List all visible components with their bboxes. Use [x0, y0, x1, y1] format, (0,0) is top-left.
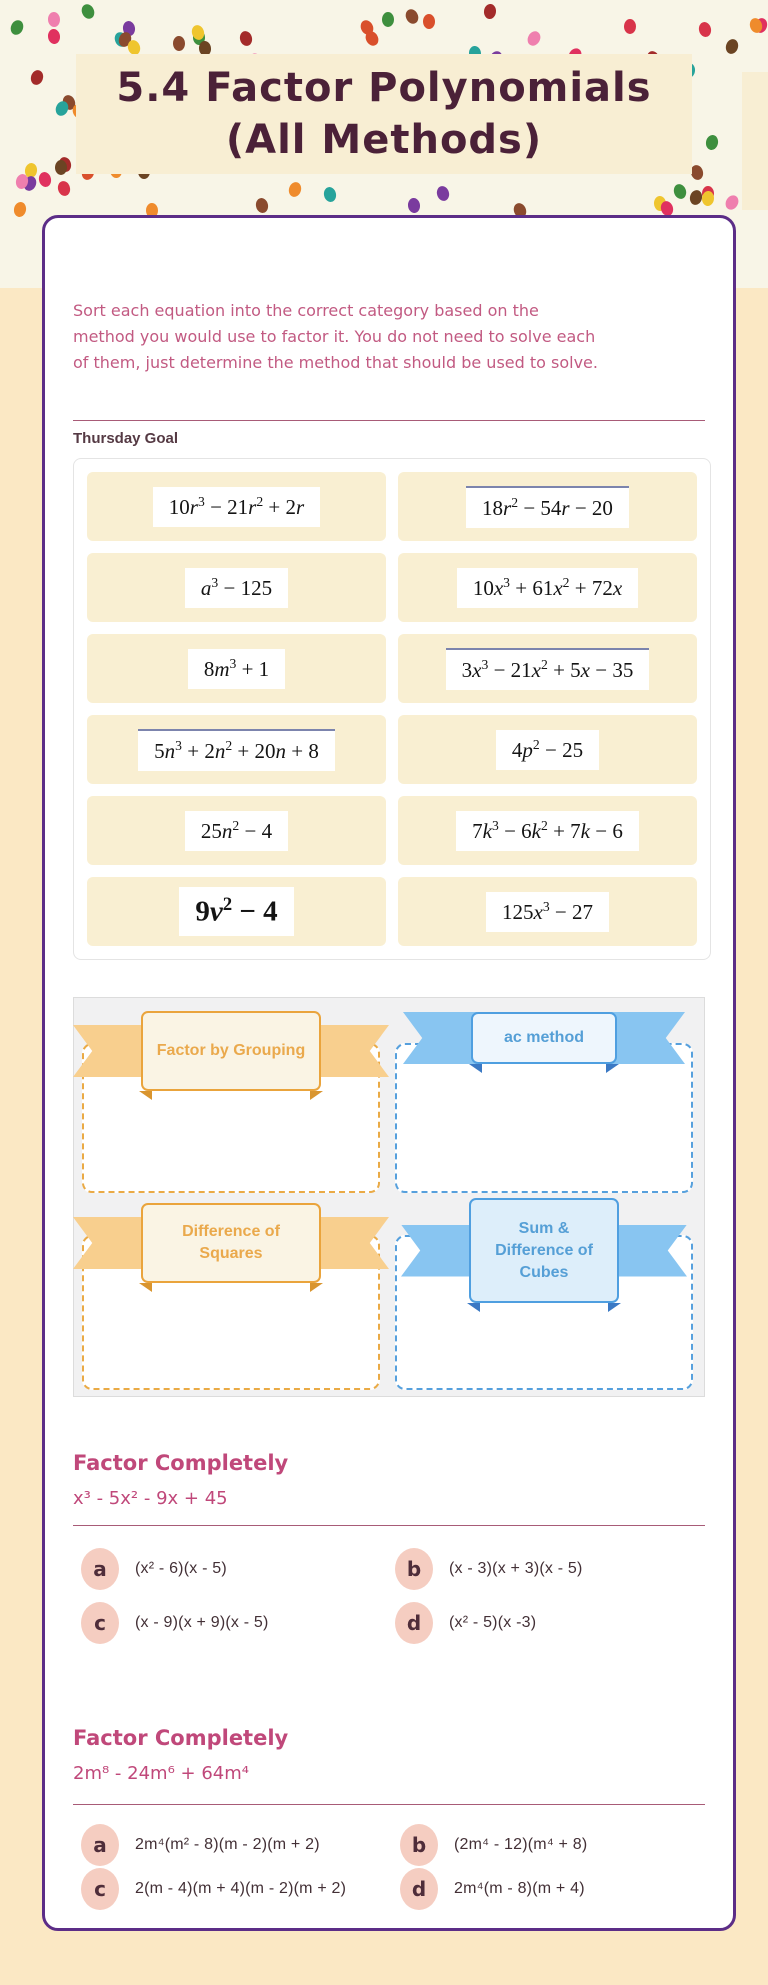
- answer-option[interactable]: [81, 1824, 320, 1866]
- confetti-dot-icon: [705, 134, 720, 151]
- question-heading: Factor Completely: [73, 1726, 289, 1750]
- ribbon-tail-left-icon: [403, 1012, 477, 1064]
- option-letter-badge[interactable]: a: [81, 1824, 119, 1866]
- option-text: (x² - 6)(x - 5): [135, 1560, 227, 1577]
- confetti-dot-icon: [672, 183, 688, 201]
- option-letter-badge[interactable]: c: [81, 1602, 119, 1644]
- equation-text: $125x^3 - 27$: [486, 892, 609, 932]
- equation-tile[interactable]: [398, 553, 697, 622]
- equation-tile[interactable]: [398, 715, 697, 784]
- equation-text: $5n^3 + 2n^2 + 20n + 8$: [138, 729, 335, 771]
- confetti-dot-icon: [37, 171, 52, 188]
- option-text: 2m⁴(m² - 8)(m - 2)(m + 2): [135, 1836, 320, 1853]
- confetti-dot-icon: [624, 19, 636, 34]
- worksheet-title: [76, 54, 692, 174]
- answer-option[interactable]: [81, 1868, 346, 1910]
- category-ribbon-label: ac method: [471, 1012, 617, 1064]
- confetti-dot-icon: [323, 185, 338, 202]
- answer-option[interactable]: [81, 1602, 269, 1644]
- confetti-dot-icon: [13, 201, 28, 218]
- confetti-dot-icon: [423, 14, 435, 29]
- confetti-dot-icon: [48, 11, 61, 27]
- title-line-1: 5.4 Factor Polynomials: [116, 65, 652, 111]
- equation-tile[interactable]: [87, 553, 386, 622]
- option-text: (2m⁴ - 12)(m⁴ + 8): [454, 1836, 588, 1853]
- question-expression: 2m⁸ - 24m⁶ + 64m⁴: [73, 1763, 249, 1784]
- divider: [73, 1804, 705, 1805]
- answer-option[interactable]: [81, 1548, 227, 1590]
- option-text: (x - 9)(x + 9)(x - 5): [135, 1614, 269, 1631]
- confetti-dot-icon: [47, 28, 61, 44]
- option-letter-badge[interactable]: a: [81, 1548, 119, 1590]
- confetti-dot-icon: [238, 30, 253, 47]
- question-heading: Factor Completely: [73, 1451, 289, 1475]
- option-text: (x - 3)(x + 3)(x - 5): [449, 1560, 583, 1577]
- confetti-dot-icon: [55, 160, 67, 175]
- equation-tile[interactable]: [87, 715, 386, 784]
- equation-text: $10x^3 + 61x^2 + 72x$: [457, 568, 638, 608]
- option-letter-badge[interactable]: b: [400, 1824, 438, 1866]
- equation-text: $25n^2 - 4$: [185, 811, 288, 851]
- equation-tile[interactable]: [87, 796, 386, 865]
- option-letter-badge[interactable]: c: [81, 1868, 119, 1910]
- confetti-dot-icon: [697, 20, 712, 37]
- option-text: (x² - 5)(x -3): [449, 1614, 537, 1631]
- confetti-dot-icon: [9, 18, 26, 37]
- category-sort-panel: [73, 997, 705, 1397]
- confetti-dot-icon: [723, 193, 741, 212]
- option-letter-badge[interactable]: d: [395, 1602, 433, 1644]
- equation-tile-bank: [73, 458, 711, 960]
- option-text: 2(m - 4)(m + 4)(m - 2)(m + 2): [135, 1880, 347, 1897]
- option-text: 2m⁴(m - 8)(m + 4): [454, 1880, 585, 1897]
- confetti-dot-icon: [483, 4, 497, 20]
- confetti-dot-icon: [724, 37, 740, 55]
- confetti-dot-icon: [79, 2, 96, 21]
- divider: [73, 1525, 705, 1526]
- equation-text: $10r^3 - 21r^2 + 2r$: [153, 487, 320, 527]
- equation-tile[interactable]: [398, 877, 697, 946]
- answer-option[interactable]: [395, 1602, 536, 1644]
- equation-text: $a^3 - 125$: [185, 568, 288, 608]
- instructions-text: Sort each equation into the correct category based on the method you would use to factor it. You do not need to solve each of them, just determine the method that should be used to solve.: [73, 301, 598, 372]
- confetti-dot-icon: [57, 180, 72, 198]
- goal-label: Thursday Goal: [73, 430, 179, 447]
- equation-text: $9v^2 - 4$: [179, 887, 293, 936]
- option-letter-badge[interactable]: b: [395, 1548, 433, 1590]
- title-line-2: (All Methods): [225, 117, 543, 163]
- equation-tile[interactable]: [398, 634, 697, 703]
- equation-tile[interactable]: [87, 877, 386, 946]
- equation-tile[interactable]: [398, 796, 697, 865]
- equation-text: $4p^2 - 25$: [496, 730, 599, 770]
- question-expression: x³ - 5x² - 9x + 45: [73, 1488, 228, 1509]
- confetti-dot-icon: [172, 36, 185, 51]
- confetti-dot-icon: [435, 185, 451, 203]
- title-panel-fragment: [742, 72, 768, 210]
- confetti-dot-icon: [382, 12, 394, 27]
- confetti-dot-icon: [407, 197, 421, 213]
- category-ribbon-label: Sum & Difference of Cubes: [469, 1198, 619, 1303]
- divider: [73, 420, 705, 421]
- category-ribbon-label: Factor by Grouping: [141, 1011, 321, 1091]
- confetti-dot-icon: [404, 7, 421, 26]
- equation-tile[interactable]: [398, 472, 697, 541]
- equation-text: $18r^2 - 54r - 20$: [466, 486, 629, 528]
- worksheet-card: [42, 215, 736, 1931]
- answer-option[interactable]: [400, 1824, 587, 1866]
- answer-option[interactable]: [400, 1868, 585, 1910]
- confetti-dot-icon: [29, 68, 45, 86]
- confetti-dot-icon: [701, 190, 714, 206]
- equation-text: $8m^3 + 1$: [188, 649, 285, 689]
- answer-option[interactable]: [395, 1548, 583, 1590]
- confetti-dot-icon: [254, 197, 269, 214]
- confetti-dot-icon: [287, 180, 303, 198]
- category-ribbon-label: Difference of Squares: [141, 1203, 321, 1283]
- equation-tile[interactable]: [87, 472, 386, 541]
- category-dropzone[interactable]: [395, 1043, 693, 1193]
- equation-text: $3x^3 - 21x^2 + 5x - 35$: [446, 648, 650, 690]
- equation-text: $7k^3 - 6k^2 + 7k - 6$: [456, 811, 639, 851]
- option-letter-badge[interactable]: d: [400, 1868, 438, 1910]
- confetti-dot-icon: [525, 29, 543, 48]
- equation-tile[interactable]: [87, 634, 386, 703]
- ribbon-tail-right-icon: [611, 1012, 685, 1064]
